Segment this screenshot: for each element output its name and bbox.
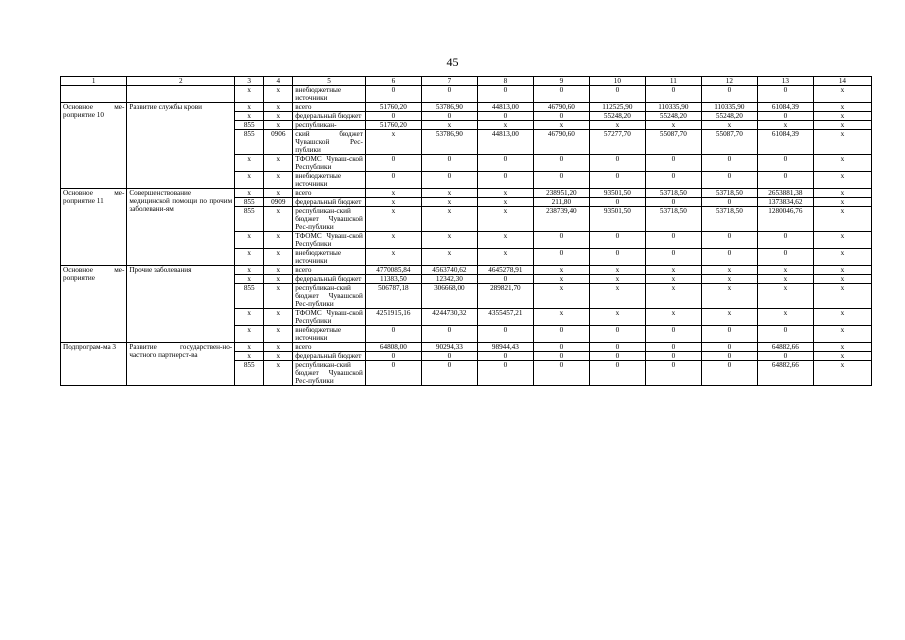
source-cell: всего <box>293 189 366 198</box>
value-cell: 0 <box>701 361 757 386</box>
value-cell: 0 <box>645 249 701 266</box>
grbs-cell: х <box>235 326 264 343</box>
grbs-cell: 855 <box>235 121 264 130</box>
value-cell: х <box>757 266 813 275</box>
value-cell: х <box>533 275 589 284</box>
value-cell: 0 <box>477 155 533 172</box>
column-header-1: 1 <box>61 77 127 86</box>
value-cell: 64882,66 <box>757 343 813 352</box>
value-cell: 0 <box>421 352 477 361</box>
section-cell: х <box>264 232 293 249</box>
source-cell: федеральный бюджет <box>293 112 366 121</box>
source-cell: федеральный бюджет <box>293 352 366 361</box>
value-cell: 0 <box>645 326 701 343</box>
value-cell: 0 <box>701 326 757 343</box>
executor-cell: х <box>813 172 871 189</box>
value-cell: 0 <box>421 172 477 189</box>
value-cell: х <box>589 121 645 130</box>
executor-cell: х <box>813 86 871 103</box>
column-header-7: 7 <box>421 77 477 86</box>
value-cell: 0 <box>645 155 701 172</box>
section-cell: 0909 <box>264 198 293 207</box>
value-cell: х <box>589 309 645 326</box>
value-cell: 51760,20 <box>365 103 421 112</box>
value-cell: 0 <box>365 172 421 189</box>
value-cell: 1280046,76 <box>757 207 813 232</box>
source-cell: всего <box>293 266 366 275</box>
value-cell: 0 <box>701 249 757 266</box>
value-cell: х <box>477 198 533 207</box>
source-cell: ский бюджет Чувашской Рес-публики <box>293 130 366 155</box>
value-cell: 53718,50 <box>645 189 701 198</box>
column-header-3: 3 <box>235 77 264 86</box>
value-cell: 306668,00 <box>421 284 477 309</box>
value-cell: х <box>421 198 477 207</box>
executor-cell: х <box>813 309 871 326</box>
value-cell: 55248,20 <box>701 112 757 121</box>
grbs-cell: х <box>235 112 264 121</box>
measure-title-cell: Прочие заболевания <box>127 266 235 343</box>
value-cell: 0 <box>757 172 813 189</box>
value-cell: 64882,66 <box>757 361 813 386</box>
value-cell: х <box>421 189 477 198</box>
value-cell: 98944,43 <box>477 343 533 352</box>
value-cell: 0 <box>421 112 477 121</box>
source-cell: ТФОМС Чуваш-ской Республики <box>293 155 366 172</box>
value-cell: 53786,90 <box>421 130 477 155</box>
value-cell: 0 <box>477 172 533 189</box>
header-row <box>61 77 872 86</box>
page-number: 45 <box>446 55 459 69</box>
measure-title-cell: Совершенствование медицинской помощи по прочим заболевани-ям <box>127 189 235 266</box>
value-cell: 0 <box>477 86 533 103</box>
value-cell: 57277,70 <box>589 130 645 155</box>
value-cell: х <box>421 249 477 266</box>
grbs-cell: х <box>235 232 264 249</box>
value-cell: 46790,60 <box>533 130 589 155</box>
value-cell: х <box>701 275 757 284</box>
value-cell: 4244730,32 <box>421 309 477 326</box>
value-cell: 0 <box>589 326 645 343</box>
budget-table <box>60 76 872 386</box>
value-cell: 0 <box>365 361 421 386</box>
column-header-8: 8 <box>477 77 533 86</box>
section-cell: х <box>264 155 293 172</box>
value-cell: 44813,00 <box>477 130 533 155</box>
value-cell: х <box>645 275 701 284</box>
column-header-4: 4 <box>264 77 293 86</box>
measure-title-cell: Развитие государствен-но-частного партнерст-ва <box>127 343 235 386</box>
value-cell: 0 <box>645 361 701 386</box>
value-cell: 55087,70 <box>645 130 701 155</box>
value-cell: х <box>589 275 645 284</box>
value-cell: х <box>701 121 757 130</box>
value-cell: 0 <box>757 326 813 343</box>
source-cell: федеральный бюджет <box>293 198 366 207</box>
value-cell: 4563740,62 <box>421 266 477 275</box>
value-cell: х <box>365 249 421 266</box>
value-cell: 2653881,38 <box>757 189 813 198</box>
value-cell: 55248,20 <box>645 112 701 121</box>
value-cell: 0 <box>477 352 533 361</box>
value-cell: 0 <box>589 343 645 352</box>
value-cell: х <box>645 266 701 275</box>
measure-name-cell <box>61 86 127 103</box>
section-cell: х <box>264 207 293 232</box>
executor-cell: х <box>813 249 871 266</box>
value-cell: 0 <box>757 232 813 249</box>
value-cell: х <box>477 249 533 266</box>
value-cell: 90294,33 <box>421 343 477 352</box>
value-cell: 0 <box>589 86 645 103</box>
value-cell: 0 <box>757 352 813 361</box>
value-cell: х <box>757 275 813 284</box>
value-cell: х <box>589 266 645 275</box>
value-cell: 110335,90 <box>701 103 757 112</box>
executor-cell: х <box>813 198 871 207</box>
grbs-cell: 855 <box>235 198 264 207</box>
value-cell: х <box>645 309 701 326</box>
value-cell: 289821,70 <box>477 284 533 309</box>
source-cell: всего <box>293 103 366 112</box>
value-cell: х <box>477 207 533 232</box>
measure-name-cell: Подпрограм-ма 3 <box>61 343 127 386</box>
grbs-cell: 855 <box>235 130 264 155</box>
value-cell: 0 <box>645 172 701 189</box>
section-cell: х <box>264 121 293 130</box>
value-cell: 0 <box>533 249 589 266</box>
value-cell: 0 <box>533 86 589 103</box>
executor-cell: х <box>813 284 871 309</box>
value-cell: 0 <box>645 86 701 103</box>
measure-name-cell: Основное ме-роприятие 10 <box>61 103 127 189</box>
value-cell: 0 <box>645 343 701 352</box>
value-cell: 4645278,91 <box>477 266 533 275</box>
table-row <box>61 343 872 352</box>
value-cell: х <box>365 189 421 198</box>
table-row <box>61 103 872 112</box>
value-cell: 61084,39 <box>757 130 813 155</box>
value-cell: х <box>757 284 813 309</box>
value-cell: 506787,18 <box>365 284 421 309</box>
value-cell: 0 <box>365 326 421 343</box>
value-cell: 0 <box>701 198 757 207</box>
value-cell: 4251915,16 <box>365 309 421 326</box>
value-cell: 46790,60 <box>533 103 589 112</box>
source-cell: федеральный бюджет <box>293 275 366 284</box>
column-header-6: 6 <box>365 77 421 86</box>
grbs-cell: 855 <box>235 207 264 232</box>
executor-cell: х <box>813 361 871 386</box>
value-cell: х <box>533 121 589 130</box>
executor-cell: х <box>813 189 871 198</box>
grbs-cell: х <box>235 155 264 172</box>
value-cell: х <box>365 130 421 155</box>
value-cell: 93501,50 <box>589 189 645 198</box>
section-cell: х <box>264 352 293 361</box>
value-cell: 211,80 <box>533 198 589 207</box>
value-cell: 0 <box>589 249 645 266</box>
value-cell: 0 <box>701 343 757 352</box>
section-cell: х <box>264 309 293 326</box>
source-cell: республикан- <box>293 121 366 130</box>
column-header-2: 2 <box>127 77 235 86</box>
section-cell: 0906 <box>264 130 293 155</box>
column-header-5: 5 <box>293 77 366 86</box>
source-cell: всего <box>293 343 366 352</box>
grbs-cell: 855 <box>235 361 264 386</box>
value-cell: 110335,90 <box>645 103 701 112</box>
value-cell: х <box>365 232 421 249</box>
value-cell: х <box>477 232 533 249</box>
value-cell: 0 <box>477 361 533 386</box>
source-cell: республикан-ский бюджет Чувашской Рес-публики <box>293 207 366 232</box>
section-cell: х <box>264 103 293 112</box>
grbs-cell: х <box>235 309 264 326</box>
grbs-cell: х <box>235 172 264 189</box>
value-cell: х <box>477 121 533 130</box>
grbs-cell: х <box>235 249 264 266</box>
source-cell: внебюджетные источники <box>293 86 366 103</box>
column-header-9: 9 <box>533 77 589 86</box>
value-cell: 0 <box>421 326 477 343</box>
value-cell: 0 <box>757 249 813 266</box>
value-cell: 0 <box>477 326 533 343</box>
section-cell: х <box>264 284 293 309</box>
section-cell: х <box>264 266 293 275</box>
value-cell: 0 <box>533 343 589 352</box>
source-cell: внебюджетные источники <box>293 249 366 266</box>
value-cell: 0 <box>701 86 757 103</box>
column-header-13: 13 <box>757 77 813 86</box>
section-cell: х <box>264 189 293 198</box>
source-cell: республикан-ский бюджет Чувашской Рес-публики <box>293 284 366 309</box>
value-cell: 0 <box>757 155 813 172</box>
value-cell: 0 <box>533 361 589 386</box>
value-cell: 112525,90 <box>589 103 645 112</box>
executor-cell: х <box>813 343 871 352</box>
value-cell: х <box>645 121 701 130</box>
value-cell: 0 <box>533 155 589 172</box>
value-cell: 0 <box>589 198 645 207</box>
value-cell: 0 <box>757 86 813 103</box>
value-cell: х <box>533 284 589 309</box>
grbs-cell: 855 <box>235 284 264 309</box>
value-cell: 1373834,62 <box>757 198 813 207</box>
column-header-11: 11 <box>645 77 701 86</box>
section-cell: х <box>264 86 293 103</box>
source-cell: республикан-ский бюджет Чувашской Рес-публики <box>293 361 366 386</box>
value-cell: 238951,20 <box>533 189 589 198</box>
value-cell: 0 <box>365 352 421 361</box>
value-cell: х <box>477 189 533 198</box>
value-cell: 51760,20 <box>365 121 421 130</box>
measure-title-cell: Развитие службы крови <box>127 103 235 189</box>
value-cell: 0 <box>421 155 477 172</box>
executor-cell: х <box>813 155 871 172</box>
table-row <box>61 86 872 103</box>
value-cell: 44813,00 <box>477 103 533 112</box>
value-cell: 53786,90 <box>421 103 477 112</box>
measure-name-cell: Основное ме-роприятие <box>61 266 127 343</box>
value-cell: х <box>701 309 757 326</box>
value-cell: х <box>701 266 757 275</box>
grbs-cell: х <box>235 275 264 284</box>
value-cell: х <box>757 121 813 130</box>
value-cell: 53718,50 <box>701 189 757 198</box>
section-cell: х <box>264 275 293 284</box>
executor-cell: х <box>813 326 871 343</box>
value-cell: 0 <box>701 232 757 249</box>
section-cell: х <box>264 361 293 386</box>
value-cell: 0 <box>365 155 421 172</box>
value-cell: 0 <box>533 352 589 361</box>
value-cell: 64808,00 <box>365 343 421 352</box>
table-row <box>61 266 872 275</box>
value-cell: 0 <box>701 172 757 189</box>
grbs-cell: х <box>235 343 264 352</box>
value-cell: 0 <box>533 326 589 343</box>
value-cell: 0 <box>757 112 813 121</box>
grbs-cell: х <box>235 189 264 198</box>
section-cell: х <box>264 172 293 189</box>
grbs-cell: х <box>235 266 264 275</box>
value-cell: 61084,39 <box>757 103 813 112</box>
executor-cell: х <box>813 207 871 232</box>
value-cell: х <box>365 207 421 232</box>
value-cell: 238739,40 <box>533 207 589 232</box>
source-cell: внебюджетные источники <box>293 172 366 189</box>
value-cell: х <box>757 309 813 326</box>
value-cell: х <box>365 198 421 207</box>
section-cell: х <box>264 249 293 266</box>
source-cell: ТФОМС Чуваш-ской Республики <box>293 232 366 249</box>
section-cell: х <box>264 343 293 352</box>
value-cell: 0 <box>421 86 477 103</box>
value-cell: 0 <box>589 172 645 189</box>
value-cell: 0 <box>701 155 757 172</box>
value-cell: х <box>533 266 589 275</box>
value-cell: х <box>645 284 701 309</box>
table-body <box>61 86 872 386</box>
source-cell: ТФОМС Чуваш-ской Республики <box>293 309 366 326</box>
value-cell: х <box>589 284 645 309</box>
measure-title-cell <box>127 86 235 103</box>
section-cell: х <box>264 112 293 121</box>
value-cell: 0 <box>365 86 421 103</box>
value-cell: х <box>533 309 589 326</box>
value-cell: 12342,30 <box>421 275 477 284</box>
value-cell: х <box>421 232 477 249</box>
executor-cell: х <box>813 352 871 361</box>
value-cell: 0 <box>645 352 701 361</box>
value-cell: х <box>421 121 477 130</box>
executor-cell: х <box>813 121 871 130</box>
value-cell: 0 <box>533 232 589 249</box>
column-header-10: 10 <box>589 77 645 86</box>
value-cell: 4770085,84 <box>365 266 421 275</box>
value-cell: 0 <box>589 232 645 249</box>
value-cell: 0 <box>589 352 645 361</box>
value-cell: 55087,70 <box>701 130 757 155</box>
value-cell: 0 <box>645 232 701 249</box>
table-row <box>61 189 872 198</box>
value-cell: 0 <box>645 198 701 207</box>
executor-cell: х <box>813 266 871 275</box>
column-header-14: 14 <box>813 77 871 86</box>
grbs-cell: х <box>235 86 264 103</box>
value-cell: 55248,20 <box>589 112 645 121</box>
executor-cell: х <box>813 232 871 249</box>
value-cell: 0 <box>533 112 589 121</box>
value-cell: х <box>421 207 477 232</box>
section-cell: х <box>264 326 293 343</box>
source-cell: внебюджетные источники <box>293 326 366 343</box>
executor-cell: х <box>813 130 871 155</box>
executor-cell: х <box>813 112 871 121</box>
value-cell: 0 <box>589 361 645 386</box>
measure-name-cell: Основное ме-роприятие 11 <box>61 189 127 266</box>
value-cell: 0 <box>421 361 477 386</box>
value-cell: 53718,50 <box>701 207 757 232</box>
grbs-cell: х <box>235 352 264 361</box>
value-cell: 0 <box>477 275 533 284</box>
value-cell: 0 <box>701 352 757 361</box>
value-cell: 4355457,21 <box>477 309 533 326</box>
value-cell: 0 <box>365 112 421 121</box>
value-cell: 0 <box>589 155 645 172</box>
value-cell: 53718,50 <box>645 207 701 232</box>
grbs-cell: х <box>235 103 264 112</box>
value-cell: х <box>701 284 757 309</box>
executor-cell: х <box>813 275 871 284</box>
value-cell: 0 <box>477 112 533 121</box>
executor-cell: х <box>813 103 871 112</box>
value-cell: 11383,50 <box>365 275 421 284</box>
column-header-12: 12 <box>701 77 757 86</box>
value-cell: 93501,50 <box>589 207 645 232</box>
value-cell: 0 <box>533 172 589 189</box>
